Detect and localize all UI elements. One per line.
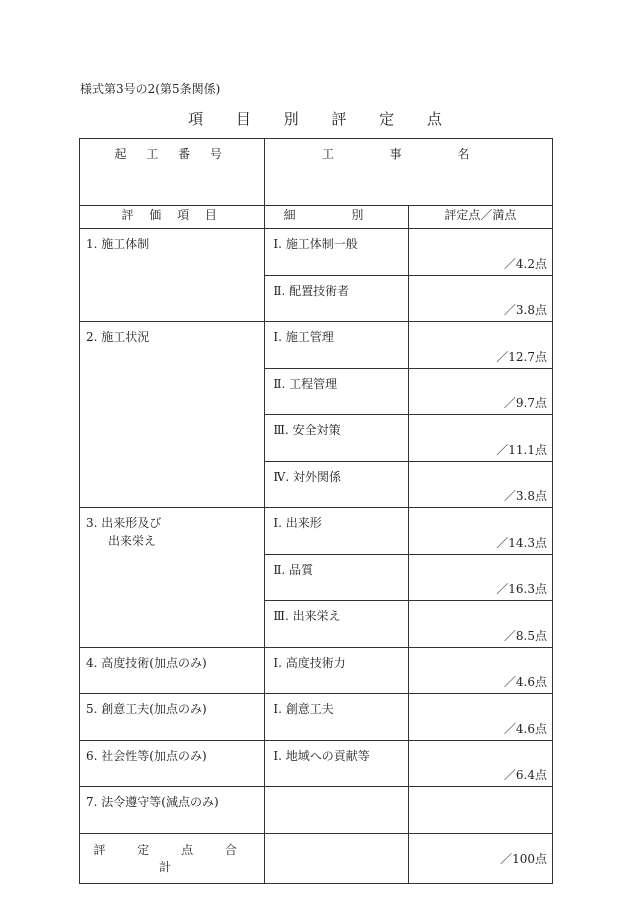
- category-1: [80, 229, 265, 322]
- category-label: 2. 施工状況: [86, 330, 150, 344]
- max-score: ／12.7点: [496, 349, 547, 364]
- category-label-line2: 出来栄え: [108, 534, 157, 548]
- max-score: ／3.8点: [503, 303, 547, 317]
- score-cell[interactable]: [408, 601, 552, 648]
- max-score: ／4.2点: [503, 256, 547, 271]
- detail-cell: Ⅰ. 創意工夫: [265, 694, 408, 741]
- score-cell[interactable]: [408, 415, 552, 462]
- detail-cell: Ⅱ. 配置技術者: [265, 275, 408, 322]
- score-cell[interactable]: [408, 554, 552, 601]
- category-6: [80, 740, 265, 787]
- category-5: [80, 694, 265, 741]
- score-cell[interactable]: [408, 740, 552, 787]
- total-blank-cell: [265, 833, 408, 883]
- max-score: ／14.3点: [496, 535, 547, 550]
- total-score-cell[interactable]: [408, 833, 552, 883]
- total-label: 評 定 点 合 計: [80, 833, 265, 883]
- category-label: 4. 高度技術(加点のみ): [86, 655, 207, 670]
- category-label: 1. 施工体制: [86, 237, 150, 251]
- col-header-score: 評定点／満点: [408, 206, 552, 229]
- score-cell[interactable]: [408, 461, 552, 508]
- total-max-score: ／100点: [500, 851, 547, 866]
- form-code: 様式第3号の2(第5条関係): [80, 82, 221, 96]
- detail-cell: Ⅳ. 対外関係: [265, 461, 408, 508]
- category-label: 7. 法令遵守等(減点のみ): [86, 795, 219, 809]
- score-cell[interactable]: [408, 508, 552, 555]
- project-name-cell[interactable]: [265, 139, 553, 206]
- page-title: 項 目 別 評 定 点: [188, 110, 456, 128]
- category-2: [80, 322, 265, 508]
- detail-cell: Ⅰ. 地域への貢献等: [265, 740, 408, 787]
- max-score: ／11.1点: [496, 442, 547, 457]
- max-score: ／16.3点: [496, 582, 547, 596]
- evaluation-table: [79, 138, 553, 884]
- detail-cell: Ⅱ. 工程管理: [265, 368, 408, 415]
- detail-cell: [265, 787, 408, 834]
- detail-cell: Ⅰ. 施工管理: [265, 322, 408, 369]
- max-score: ／8.5点: [503, 628, 547, 643]
- category-label: 6. 社会性等(加点のみ): [86, 748, 207, 763]
- col-header-detail: 細 別: [265, 206, 408, 229]
- category-3: [80, 508, 265, 648]
- category-4: [80, 647, 265, 694]
- score-cell[interactable]: [408, 647, 552, 694]
- detail-cell: Ⅰ. 出来形: [265, 508, 408, 555]
- score-cell[interactable]: [408, 368, 552, 415]
- score-cell[interactable]: [408, 275, 552, 322]
- detail-cell: Ⅲ. 安全対策: [265, 415, 408, 462]
- project-name-label: 工 事 名: [321, 147, 496, 161]
- detail-cell: Ⅰ. 高度技術力: [265, 647, 408, 694]
- category-label: 3. 出来形及び: [86, 516, 162, 530]
- score-cell[interactable]: [408, 229, 552, 276]
- score-cell[interactable]: [408, 787, 552, 834]
- detail-cell: Ⅲ. 出来栄え: [265, 601, 408, 648]
- max-score: ／9.7点: [503, 396, 547, 410]
- max-score: ／4.6点: [503, 675, 547, 689]
- score-cell[interactable]: [408, 322, 552, 369]
- start-number-cell[interactable]: [80, 139, 265, 206]
- category-label: 5. 創意工夫(加点のみ): [86, 702, 207, 716]
- category-7: [80, 787, 265, 834]
- score-cell[interactable]: [408, 694, 552, 741]
- detail-cell: Ⅰ. 施工体制一般: [265, 229, 408, 276]
- max-score: ／4.6点: [503, 721, 547, 736]
- detail-cell: Ⅱ. 品質: [265, 554, 408, 601]
- col-header-item: 評 価 項 目: [80, 206, 265, 229]
- start-number-label: 起 工 番 号: [114, 147, 230, 161]
- max-score: ／3.8点: [503, 489, 547, 503]
- max-score: ／6.4点: [503, 768, 547, 782]
